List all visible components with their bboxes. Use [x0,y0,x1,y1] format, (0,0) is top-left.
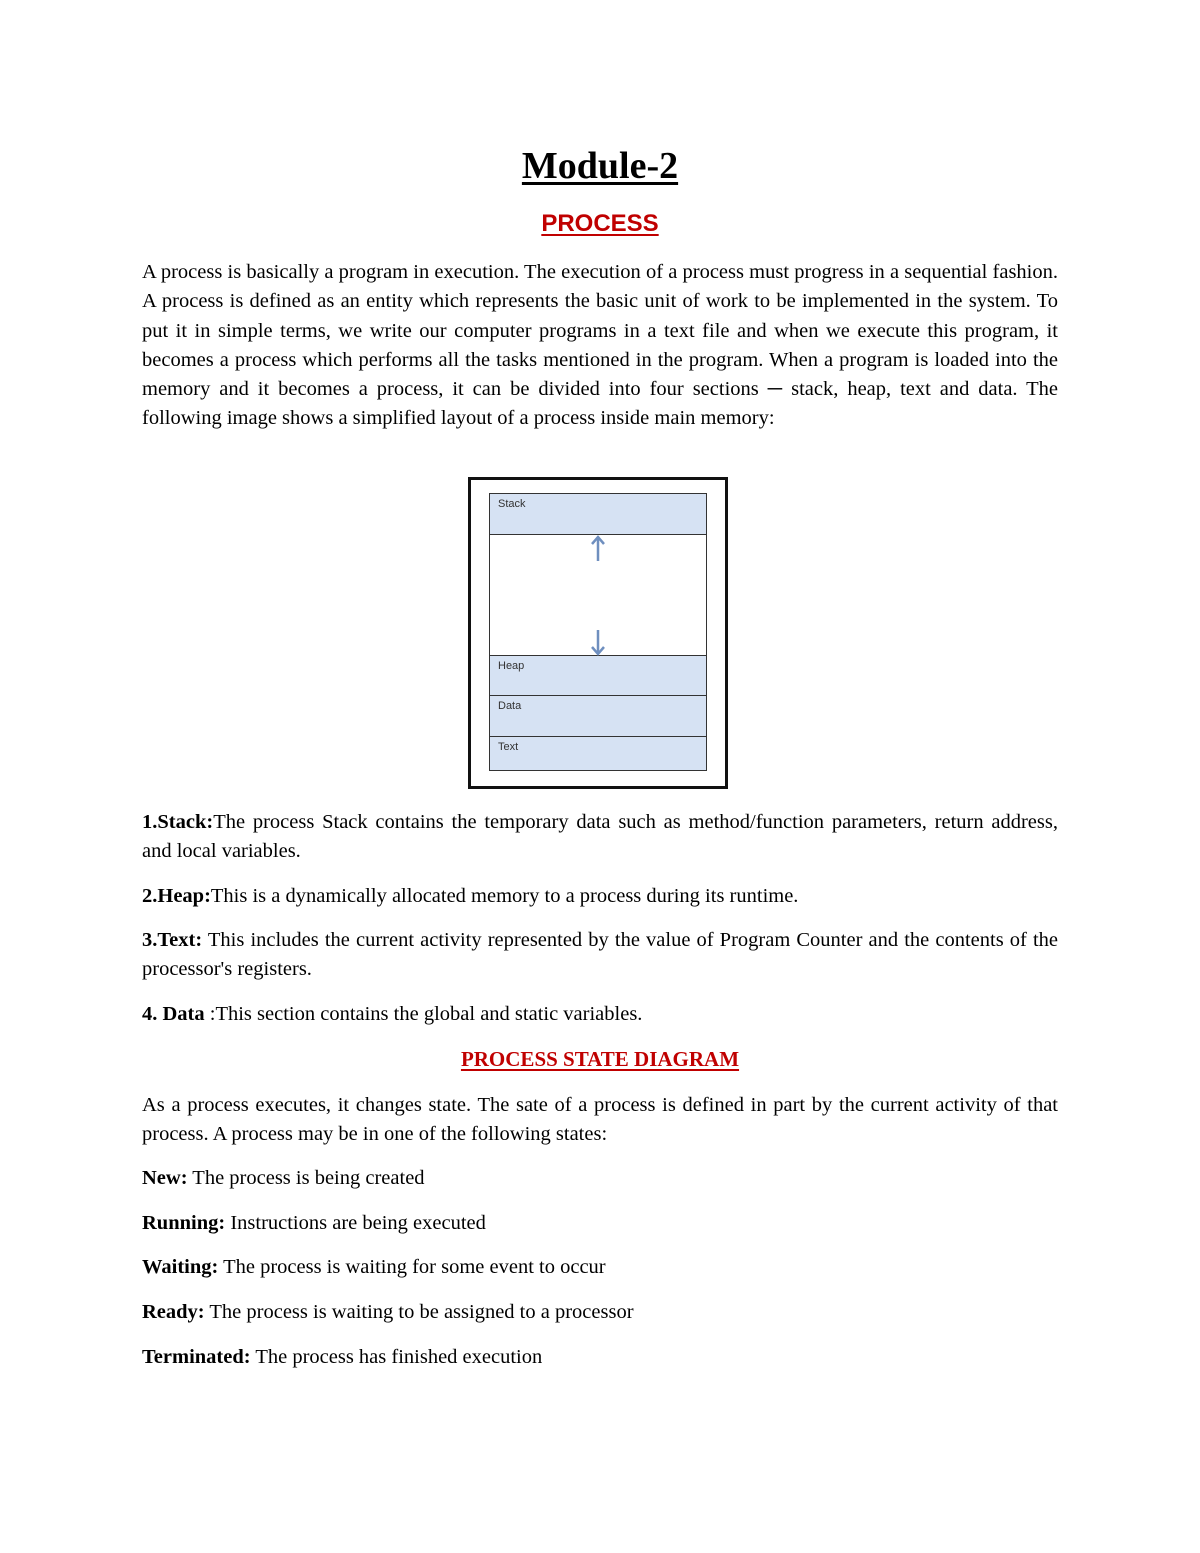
segment-stack: Stack [490,494,706,535]
state-running-text: Instructions are being executed [225,1212,486,1234]
page-title: Module-2 [521,145,679,187]
state-new [142,1164,1058,1193]
segment-data: Data [490,696,706,737]
section-heading-process: PROCESS [541,210,659,237]
state-waiting [142,1253,1058,1282]
state-new-text: The process is being created [187,1167,425,1189]
segment-text: Text [490,737,706,770]
section-data-text: :This section contains the global and static variables. [204,1003,643,1025]
segment-heap: Heap [490,656,706,696]
arrow-up-icon [592,537,604,561]
section-text-description [142,926,1058,985]
section-stack-description [142,808,1058,867]
state-running-label: Running: [142,1212,226,1234]
section-text-text: This includes the current activity represented by the value of Program Counter and the contents of the processor's registers. [142,929,1058,981]
memory-layout [489,493,707,771]
state-ready-text: The process is waiting to be assigned to a processor [204,1301,634,1323]
section-stack-text: The process Stack contains the temporary data such as method/function parameters, return address, and local variables. [142,811,1058,863]
section-data-description [142,1000,1058,1029]
state-new-label: New: [142,1167,188,1189]
state-ready-label: Ready: [142,1301,205,1323]
state-terminated-label: Terminated: [142,1346,251,1368]
state-ready [142,1298,1058,1327]
state-terminated-text: The process has finished execution [250,1346,543,1368]
section-heap-text: This is a dynamically allocated memory to a process during its runtime. [210,885,799,907]
growth-arrows [490,494,706,770]
states-intro-paragraph: As a process executes, it changes state. The sate of a process is defined in part by the current activity of that process. A process may be in one of the following states: [142,1094,1058,1146]
process-memory-figure [468,477,728,789]
section-text-label: 3.Text: [142,929,203,951]
state-running [142,1209,1058,1238]
state-terminated [142,1343,1058,1372]
arrow-down-icon [592,630,604,654]
section-stack-label: 1.Stack: [142,811,214,833]
section-heading-process-state-diagram: PROCESS STATE DIAGRAM [460,1047,740,1071]
section-heap-description [142,882,1058,911]
state-waiting-text: The process is waiting for some event to occur [218,1256,606,1278]
intro-paragraph: A process is basically a program in execution. The execution of a process must progress in a sequential fashion. A process is defined as an entity which represents the basic unit of work to be implemented in the system. To put it in simple terms, we write our computer programs in a text file and when we execute this program, it becomes a process which performs all the tasks mentioned in the program. When a program is loaded into the memory and it becomes a process, it can be divided into four sections ─ stack, heap, text and data. The following image shows a simplified layout of a process inside main memory: [142,261,1058,430]
state-waiting-label: Waiting: [142,1256,219,1278]
section-heap-label: 2.Heap: [142,885,211,907]
section-data-label: 4. Data [142,1003,205,1025]
